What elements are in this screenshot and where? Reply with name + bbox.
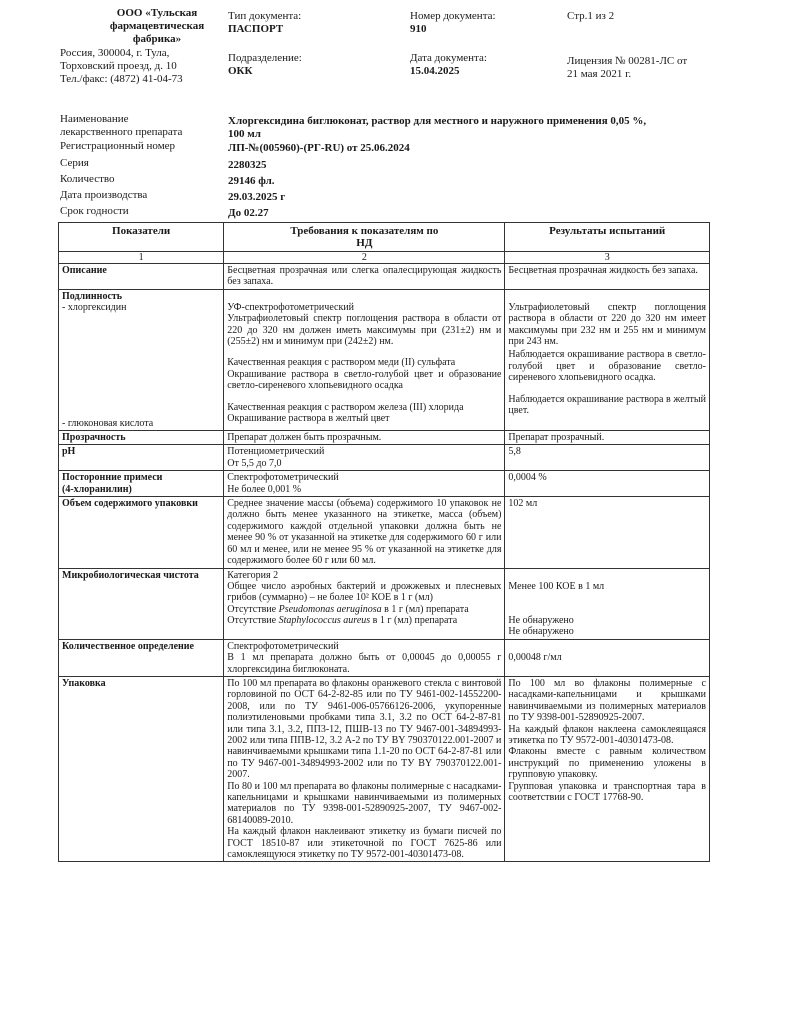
row-description-name: Описание (59, 264, 224, 290)
reg-number-label: Регистрационный номер (60, 140, 176, 152)
reg-number-value: ЛП-№(005960)-(РГ-RU) от 25.06.2024 (228, 142, 410, 154)
row-description-result: Бесцветная прозрачная жидкость без запаха. (505, 264, 710, 290)
packaging-result-transport: Групповая упаковка и транспортная тара в соответствии с ГОСТ 17768-90. (508, 780, 706, 803)
row-assay-result (505, 639, 710, 676)
packaging-glass-vials: По 100 мл препарата во флаконы оранжевого стекла с винтовой горловиной по ОСТ 64-2-82-85 или по ТУ 9461-002-14552200-2008, или по ТУ 9461-006-05766126-2006, укупоренные полиэтиленовыми пробками типа 3.1, 3.2 по ОСТ 64-2-87-81 или типа 3.1, 3.2, ПП3-12, ПШВ-13 по ТУ 9467-001-34894993-2002 или типа ППВ-12, 3.2 А-2 по ТУ BY 790370122.001-2007 и навинчиваемыми крышками типа 1.1-20 по ОСТ 64-2-87-81 или по ТУ 9467-001-34894993-2002 или по ТУ BY 790370122.001-2007. (227, 677, 502, 781)
row-impurities-requirement (224, 471, 505, 497)
micro-pseudomonas-organism: Pseudomonas aeruginosa (278, 603, 382, 615)
row-identity-name (59, 289, 224, 430)
micro-staphylococcus (227, 615, 501, 626)
company-address-2: Торховский проезд, д. 10 (60, 60, 177, 72)
packaging-result-labels: На каждый флакон наклеена самоклеящаяся этикетка по ТУ 9572-001-40301473-08. (508, 723, 706, 746)
identity-copper-requirement: Окрашивание раствора в светло-голубой цвет и образование светло-сиреневого хлопьевидного осадка (227, 368, 502, 392)
table-row (59, 445, 710, 471)
row-assay-name: Количественное определение (59, 639, 224, 676)
row-micro-requirement (224, 568, 505, 639)
row-impurities-name (59, 471, 224, 497)
company-phone: Тел./факс: (4872) 41-04-73 (60, 73, 183, 85)
series-value: 2280325 (228, 159, 267, 171)
micro-pseudomonas-prefix: Отсутствие (227, 603, 279, 615)
row-transparency-name: Прозрачность (59, 431, 224, 445)
assay-method: Спектрофотометрический (227, 640, 339, 652)
doc-date-label: Дата документа: (410, 52, 487, 64)
expiry-label: Срок годности (60, 205, 129, 217)
quantity-value: 29146 фл. (228, 175, 275, 187)
spec-table (58, 222, 710, 862)
quantity-label: Количество (60, 173, 115, 185)
col-header-requirements (224, 223, 505, 252)
micro-pseudomonas-suffix: в 1 г (мл) препарата (381, 603, 469, 615)
row-ph-result: 5,8 (505, 445, 710, 471)
table-row (59, 471, 710, 497)
company-name-1: ООО «Тульская (116, 7, 198, 19)
micro-pseudomonas (227, 604, 501, 615)
col-header-requirements-2: НД (356, 237, 373, 249)
doc-number-value: 910 (410, 23, 427, 35)
row-transparency-requirement: Препарат должен быть прозрачным. (224, 431, 505, 445)
row-packaging-result (505, 676, 710, 862)
identity-copper-method: Качественная реакция с раствором меди (II) сульфата (227, 357, 456, 369)
doc-type-label: Тип документа: (228, 10, 302, 22)
packaging-polymer-vials: По 80 и 100 мл препарата во флаконы полимерные с насадками-капельницами и крышками навинчиваемыми из полимерных материалов по ТУ 9398-001-52890925-2007, ТУ 9467-002-68140089-2010. (227, 780, 502, 826)
col-header-results: Результаты испытаний (505, 223, 710, 252)
identity-uv-result: Ультрафиолетовый спектр поглощения раствора в области от 220 до 320 нм имеет максимумы при 232 нм и 255 нм и минимум при 243 нм. (508, 301, 706, 348)
impurities-method: Спектрофотометрический (227, 472, 339, 484)
col-number-2: 2 (224, 252, 505, 264)
doc-date-value: 15.04.2025 (410, 65, 460, 77)
packaging-result-vials: По 100 мл во флаконы полимерные с насадками-капельницами и крышками навинчиваемыми из полимерных материалов по ТУ 9398-001-52890925-2007. (508, 677, 706, 724)
micro-staph-suffix: в 1 г (мл) препарата (370, 615, 458, 627)
row-ph-requirement (224, 445, 505, 471)
row-identity-requirement (224, 289, 505, 430)
micro-pseudomonas-result: Не обнаружено (508, 614, 574, 626)
identity-copper-result: Наблюдается окрашивание раствора в светло-голубой цвет и образование светло-сиреневого хлопьевидного осадка. (508, 349, 706, 384)
micro-staph-prefix: Отсутствие (227, 615, 279, 627)
identity-gluconic-acid: - глюконовая кислота (62, 417, 154, 429)
micro-category: Категория 2 (227, 569, 279, 581)
company-address-1: Россия, 300004, г. Тула, (60, 47, 170, 59)
division-value: ОКК (228, 65, 253, 77)
row-ph-name: pH (59, 445, 224, 471)
page-number: Стр.1 из 2 (567, 10, 615, 22)
company-name-2: фармацевтическая (109, 20, 205, 32)
table-row (59, 639, 710, 676)
col-header-indicators: Показатели (59, 223, 224, 252)
col-number-1: 1 (59, 252, 224, 264)
drug-name-value-1: Хлоргексидина биглюконат, раствор для местного и наружного применения 0,05 %, (228, 115, 647, 127)
row-volume-name: Объем содержимого упаковки (59, 497, 224, 568)
identity-iron-method: Качественная реакция с раствором железа (III) хлорида (227, 401, 464, 413)
row-volume-result: 102 мл (505, 497, 710, 568)
table-row (59, 431, 710, 445)
impurities-limit: Не более 0,001 % (227, 483, 302, 495)
packaging-result-group: Флаконы вместе с равным количеством инструкций по применению уложены в групповую упаковку. (508, 746, 706, 781)
production-date-value: 29.03.2025 г (228, 191, 286, 203)
table-row (59, 497, 710, 568)
division-label: Подразделение: (228, 52, 302, 64)
table-header-row (59, 223, 710, 252)
micro-total-count: Общее число аэробных бактерий и дрожжевых и плесневых грибов (суммарно) – не более 10² КОЕ в 1 г (мл) (227, 580, 502, 604)
impurities-title: Посторонние примеси (62, 472, 163, 484)
assay-limits: В 1 мл препарата должно быть от 0,00045 до 0,00055 г хлоргексидина биглюконата. (227, 652, 502, 675)
assay-result-value: 0,00048 г/мл (508, 651, 562, 663)
table-row (59, 676, 710, 862)
license-line-2: 21 мая 2021 г. (567, 68, 632, 80)
identity-title: Подлинность (62, 290, 123, 302)
row-packaging-requirement (224, 676, 505, 862)
identity-iron-result: Наблюдается окрашивание раствора в желтый цвет. (508, 393, 706, 417)
micro-staph-organism: Staphylococcus aureus (278, 615, 371, 627)
table-row (59, 264, 710, 290)
identity-uv-method: УФ-спектрофотометрический (227, 301, 355, 313)
expiry-value: До 02.27 (228, 207, 269, 219)
production-date-label: Дата производства (60, 189, 148, 201)
company-name-3: фабрика» (132, 33, 182, 45)
micro-total-result: Менее 100 КОЕ в 1 мл (508, 580, 605, 592)
col-header-requirements-1: Требования к показателям по (290, 225, 439, 237)
table-number-row (59, 252, 710, 264)
ph-range: От 5,5 до 7,0 (227, 457, 282, 469)
row-impurities-result: 0,0004 % (505, 471, 710, 497)
row-identity-result (505, 289, 710, 430)
row-micro-result (505, 568, 710, 639)
row-assay-requirement (224, 639, 505, 676)
drug-name-value-2: 100 мл (228, 128, 261, 140)
drug-name-label-2: лекарственного препарата (60, 126, 183, 138)
identity-iron-requirement: Окрашивание раствора в желтый цвет (227, 413, 390, 425)
license-line-1: Лицензия № 00281-ЛС от (567, 55, 688, 67)
drug-name-label-1: Наименование (60, 113, 129, 125)
identity-uv-requirement: Ультрафиолетовый спектр поглощения раствора в области от 220 до 320 нм должен иметь максимумы при (231±2) нм и (255±2) нм и минимум при (242±2) нм. (227, 313, 502, 348)
row-packaging-name: Упаковка (59, 676, 224, 862)
doc-type-value: ПАСПОРТ (228, 23, 284, 35)
micro-staph-result: Не обнаружено (508, 626, 574, 638)
identity-chlorhexidine: - хлоргексидин (62, 302, 127, 314)
table-row (59, 568, 710, 639)
row-volume-requirement: Среднее значение массы (объема) содержимого 10 упаковок не должно быть менее указанного на этикетке, масса (объем) содержимого каждой отдельной упаковки должна быть не менее 90 % от указанной на этикетке для содержимого 60 г или 60 мл и менее, или не менее 95 % от указанной на этикетке для содержимого более 60 г или 60 мл. (224, 497, 505, 568)
table-row (59, 289, 710, 430)
series-label: Серия (60, 157, 89, 169)
col-number-3: 3 (505, 252, 710, 264)
ph-method: Потенциометрический (227, 446, 325, 458)
packaging-labels: На каждый флакон наклеивают этикетку из бумаги писчей по ГОСТ 18510-87 или этикеточной по ГОСТ 7625-86 или самоклеящуюся этикетку по ТУ 9572-001-40301473-08. (227, 826, 502, 861)
row-micro-name: Микробиологическая чистота (59, 568, 224, 639)
doc-number-label: Номер документа: (410, 10, 496, 22)
row-description-requirement: Бесцветная прозрачная или слегка опалесцирующая жидкость без запаха. (224, 264, 505, 290)
impurities-subtitle: (4-хлоранилин) (62, 483, 132, 495)
row-transparency-result: Препарат прозрачный. (505, 431, 710, 445)
